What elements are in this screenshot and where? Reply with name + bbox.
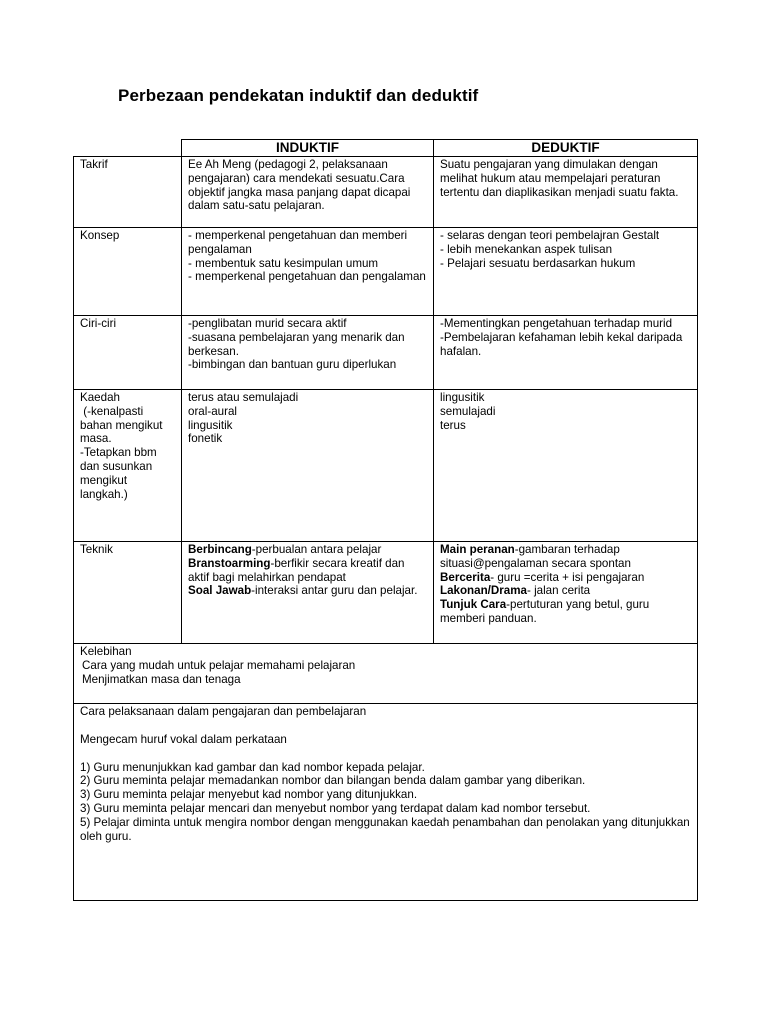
teknik-deduktif — [434, 542, 698, 644]
kaedah-induktif-line: lingusitik — [188, 418, 233, 432]
row-takrif — [74, 157, 698, 228]
teknik-term: Berbincang — [188, 543, 252, 556]
header-induktif: INDUKTIF — [182, 140, 434, 157]
row-label-teknik: Teknik — [74, 542, 182, 644]
kaedah-deduktif-line: semulajadi — [440, 404, 496, 418]
header-row — [74, 140, 698, 157]
ciri-induktif-line: -bimbingan dan bantuan guru diperlukan — [188, 358, 397, 372]
pelaksanaan-step: 1) Guru menunjukkan kad gambar dan kad nombor kepada pelajar. — [80, 760, 425, 774]
teknik-item — [440, 584, 692, 598]
konsep-induktif-line: - membentuk satu kesimpulan umum — [188, 256, 379, 270]
pelaksanaan-cell — [74, 704, 698, 901]
teknik-item — [188, 557, 428, 585]
ciri-induktif-line: -suasana pembelajaran yang menarik dan berkesan. — [188, 330, 408, 358]
row-label-ciri: Ciri-ciri — [74, 316, 182, 390]
konsep-deduktif-line: - Pelajari sesuatu berdasarkan hukum — [440, 256, 636, 270]
kaedah-deduktif-line: lingusitik — [440, 391, 485, 404]
teknik-desc: -pertuturan yang betul, guru memberi panduan. — [440, 598, 653, 625]
teknik-item — [440, 543, 692, 571]
teknik-desc: - guru =cerita + isi pengajaran — [490, 570, 645, 584]
kaedah-induktif-line: oral-aural — [188, 404, 237, 418]
kelebihan-cell — [74, 644, 698, 704]
pelaksanaan-step: 5) Pelajar diminta untuk mengira nombor dengan menggunakan kaedah penambahan dan penolakan yang ditunjukkan oleh guru. — [80, 815, 693, 843]
teknik-item — [188, 584, 428, 598]
pelaksanaan-subheading: Mengecam huruf vokal dalam perkataan — [80, 732, 287, 746]
header-blank — [74, 140, 182, 157]
teknik-item — [440, 571, 692, 585]
ciri-deduktif — [434, 316, 698, 390]
teknik-desc: - jalan cerita — [526, 584, 591, 598]
teknik-induktif — [182, 542, 434, 644]
teknik-desc: -gambaran terhadap situasi@pengalaman secara spontan — [440, 543, 631, 570]
kelebihan-line: Menjimatkan masa dan tenaga — [82, 672, 241, 686]
konsep-induktif — [182, 228, 434, 316]
teknik-desc: -interaksi antar guru dan pelajar. — [251, 584, 418, 598]
row-label-konsep: Konsep — [74, 228, 182, 316]
kaedah-label-line: (-kenalpasti bahan mengikut masa. — [80, 404, 166, 446]
kaedah-induktif — [182, 390, 434, 542]
pelaksanaan-heading: Cara pelaksanaan dalam pengajaran dan pembelajaran — [80, 705, 367, 718]
row-kelebihan — [74, 644, 698, 704]
takrif-deduktif: Suatu pengajaran yang dimulakan dengan melihat hukum atau mempelajari peraturan tertentu dan diaplikasikan menjadi suatu fakta. — [434, 157, 698, 228]
row-teknik — [74, 542, 698, 644]
kelebihan-label: Kelebihan — [80, 645, 132, 658]
teknik-item — [188, 543, 428, 557]
teknik-term: Branstoarming — [188, 556, 271, 570]
ciri-deduktif-line: -Pembelajaran kefahaman lebih kekal daripada hafalan. — [440, 330, 686, 358]
ciri-induktif-line: -penglibatan murid secara aktif — [188, 317, 347, 330]
row-pelaksanaan — [74, 704, 698, 901]
konsep-induktif-line: - memperkenal pengetahuan dan memberi pengalaman — [188, 229, 411, 256]
takrif-induktif: Ee Ah Meng (pedagogi 2, pelaksanaan pengajaran) cara mendekati sesuatu.Cara objektif jangka masa panjang dapat dicapai dalam satu-satu pelajaran. — [182, 157, 434, 228]
row-kaedah — [74, 390, 698, 542]
row-label-kaedah — [74, 390, 182, 542]
teknik-term: Main peranan — [440, 543, 515, 556]
teknik-term: Tunjuk Cara — [440, 598, 507, 612]
pelaksanaan-step: 2) Guru meminta pelajar memadankan nombor dan bilangan benda dalam gambar yang diberikan. — [80, 774, 586, 788]
header-deduktif: DEDUKTIF — [434, 140, 698, 157]
kaedah-label-line: -Tetapkan bbm dan susunkan mengikut langkah.) — [80, 446, 160, 501]
kaedah-deduktif-line: terus — [440, 418, 466, 432]
konsep-deduktif-line: - selaras dengan teori pembelajran Gestalt — [440, 229, 660, 242]
row-ciri — [74, 316, 698, 390]
kelebihan-line: Cara yang mudah untuk pelajar memahami pelajaran — [82, 658, 356, 672]
teknik-item — [440, 598, 692, 626]
comparison-table — [73, 139, 698, 901]
row-label-takrif: Takrif — [74, 157, 182, 228]
teknik-desc: -perbualan antara pelajar — [251, 543, 382, 556]
ciri-induktif — [182, 316, 434, 390]
ciri-deduktif-line: -Mementingkan pengetahuan terhadap murid — [440, 317, 673, 330]
page-title: Perbezaan pendekatan induktif dan deduktif — [118, 86, 479, 105]
pelaksanaan-step: 3) Guru meminta pelajar menyebut kad nombor yang ditunjukkan. — [80, 788, 418, 802]
konsep-deduktif — [434, 228, 698, 316]
teknik-term: Bercerita — [440, 570, 491, 584]
pelaksanaan-step: 3) Guru meminta pelajar mencari dan menyebut nombor yang terdapat dalam kad nombor tersebut. — [80, 801, 591, 815]
konsep-induktif-line: - memperkenal pengetahuan dan pengalaman — [188, 270, 426, 284]
teknik-desc: -berfikir secara kreatif dan aktif bagi melahirkan pendapat — [188, 556, 408, 584]
teknik-term: Lakonan/Drama — [440, 584, 527, 598]
kaedah-induktif-line: fonetik — [188, 432, 223, 446]
kaedah-label-line: Kaedah — [80, 391, 120, 404]
kaedah-deduktif — [434, 390, 698, 542]
row-konsep — [74, 228, 698, 316]
konsep-deduktif-line: - lebih menekankan aspek tulisan — [440, 242, 613, 256]
kaedah-induktif-line: terus atau semulajadi — [188, 391, 299, 404]
teknik-term: Soal Jawab — [188, 584, 252, 598]
